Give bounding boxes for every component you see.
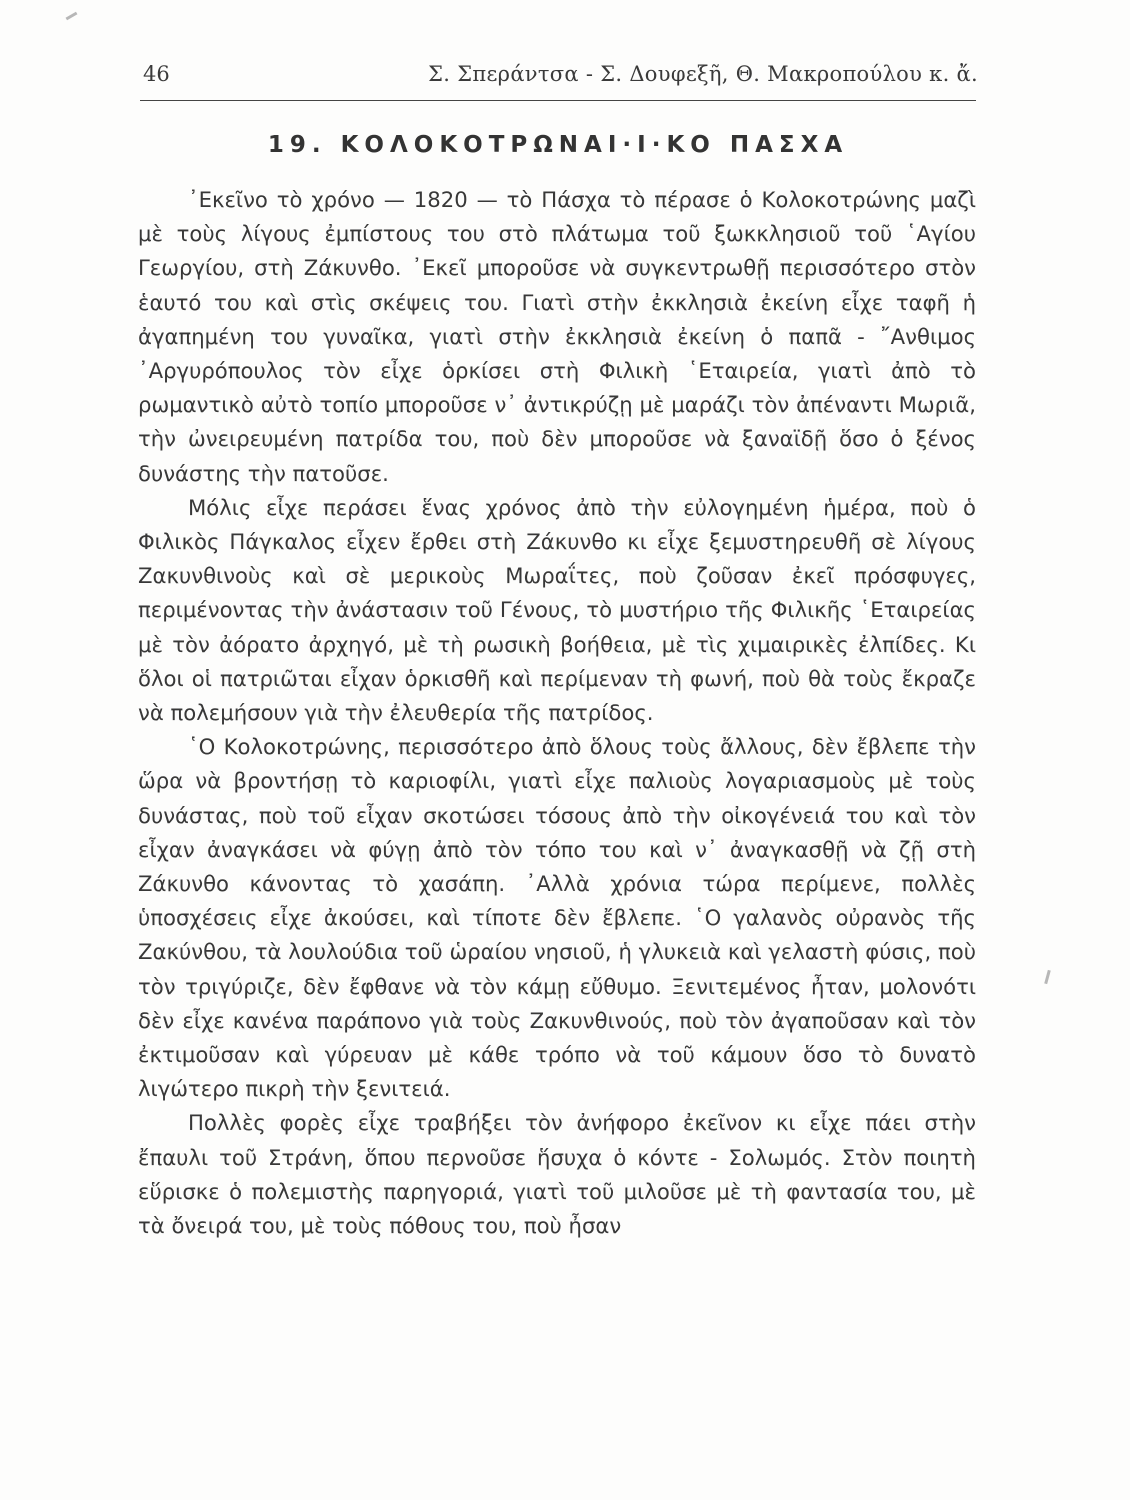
chapter-title: 19. ΚΟΛΟΚΟΤΡΩΝΑΙ·Ι·ΚΟ ΠΑΣΧΑ	[267, 132, 849, 158]
scan-mark	[1044, 970, 1051, 984]
running-head	[143, 62, 978, 96]
header-rule	[140, 100, 976, 101]
paragraph: ᾿Εκεῖνο τὸ χρόνο — 1820 — τὸ Πάσχα τὸ πέρασε ὁ Κολοκοτρώνης μαζὶ μὲ τοὺς λίγους ἐμπίστους του στὸ πλάτωμα τοῦ ξωκκλησιοῦ τοῦ ῾Αγίου Γεωργίου, στὴ Ζάκυνθο. ᾿Εκεῖ μποροῦσε νὰ συγκεντρωθῇ περισσότερο στὸν ἑαυτό του καὶ στὶς σκέψεις του. Γιατὶ στὴν ἐκκλησιὰ ἐκείνη εἶχε ταφῆ ἡ ἀγαπημένη του γυναῖκα, γιατὶ στὴν ἐκκλησιὰ ἐκείνη ὁ παπᾶ - ῎Ανθιμος ᾿Αργυρόπουλος τὸν εἶχε ὁρκίσει στὴ Φιλικὴ ῾Εταιρεία, γιατὶ ἀπὸ τὸ ρωμαντικὸ αὐτὸ τοπίο μποροῦσε ν᾿ ἀντικρύζῃ μὲ μαράζι τὸν ἀπέναντι Μωριᾶ, τὴν ὠνειρευμένη πατρίδα του, ποὺ δὲν μποροῦσε νὰ ξαναϊδῇ ὅσο ὁ ξένος δυνάστης τὴν πατοῦσε.	[138, 187, 976, 486]
paragraph: Πολλὲς φορὲς εἶχε τραβήξει τὸν ἀνήφορο ἐκεῖνον κι εἶχε πάει στὴν ἔπαυλι τοῦ Στράνη, ὅπου περνοῦσε ἥσυχα ὁ κόντε - Σολωμός. Στὸν ποιητὴ εὕρισκε ὁ πολεμιστὴς παρηγοριά, γιατὶ τοῦ μιλοῦσε μὲ τὴ φαντασία του, μὲ τὰ ὄνειρά του, μὲ τοὺς πόθους του, ποὺ ἦσαν	[138, 1110, 976, 1239]
header-authors: Σ. Σπεράντσα - Σ. Δουφεξῆ, Θ. Μακροπούλου κ. ἄ.	[428, 62, 978, 86]
scan-mark	[66, 12, 78, 21]
page-number: 46	[143, 62, 170, 86]
paragraph: Μόλις εἶχε περάσει ἕνας χρόνος ἀπὸ τὴν εὐλογημένη ἡμέρα, ποὺ ὁ Φιλικὸς Πάγκαλος εἶχεν ἔρθει στὴ Ζάκυνθο κι εἶχε ξεμυστηρευθῆ σὲ λίγους Ζακυνθινοὺς καὶ σὲ μερικοὺς Μωραΐτες, ποὺ ζοῦσαν ἐκεῖ πρόσφυγες, περιμένοντας τὴν ἀνάστασιν τοῦ Γένους, τὸ μυστήριο τῆς Φιλικῆς ῾Εταιρείας μὲ τὸν ἀόρατο ἀρχηγό, μὲ τὴ ρωσικὴ βοήθεια, μὲ τὶς χιμαιρικὲς ἐλπίδες. Κι ὅλοι οἱ πατριῶται εἶχαν ὁρκισθῆ καὶ περίμεναν τὴ φωνή, ποὺ θὰ τοὺς ἔκραζε νὰ πολεμήσουν γιὰ τὴν ἐλευθερία τῆς πατρίδος.	[138, 494, 976, 726]
body-text	[138, 183, 976, 1243]
paragraph: ῾Ο Κολοκοτρώνης, περισσότερο ἀπὸ ὅλους τοὺς ἄλλους, δὲν ἔβλεπε τὴν ὥρα νὰ βροντήσῃ τὸ καριοφίλι, γιατὶ εἶχε παλιοὺς λογαριασμοὺς μὲ τοὺς δυνάστας, ποὺ τοῦ εἶχαν σκοτώσει τόσους ἀπὸ τὴν οἰκογένειά του καὶ τὸν εἶχαν ἀναγκάσει νὰ φύγῃ ἀπὸ τὸν τόπο του καὶ ν᾿ ἀναγκασθῇ νὰ ζῇ στὴ Ζάκυνθο κάνοντας τὸ χασάπη. ᾿Αλλὰ χρόνια τώρα περίμενε, πολλὲς ὑποσχέσεις εἶχε ἀκούσει, καὶ τίποτε δὲν ἔβλεπε. ῾Ο γαλανὸς οὐρανὸς τῆς Ζακύνθου, τὰ λουλούδια τοῦ ὡραίου νησιοῦ, ἡ γλυκειὰ καὶ γελαστὴ φύσις, ποὺ τὸν τριγύριζε, δὲν ἔφθανε νὰ τὸν κάμῃ εὔθυμο. Ξενιτεμένος ἦταν, μολονότι δὲν εἶχε κανένα παράπονο γιὰ τοὺς Ζακυνθινούς, ποὺ τὸν ἀγαποῦσαν καὶ τὸν ἐκτιμοῦσαν καὶ γύρευαν μὲ κάθε τρόπο νὰ τοῦ κάμουν ὅσο τὸ δυνατὸ λιγώτερο πικρὴ τὴν ξενιτειά.	[138, 734, 976, 1102]
